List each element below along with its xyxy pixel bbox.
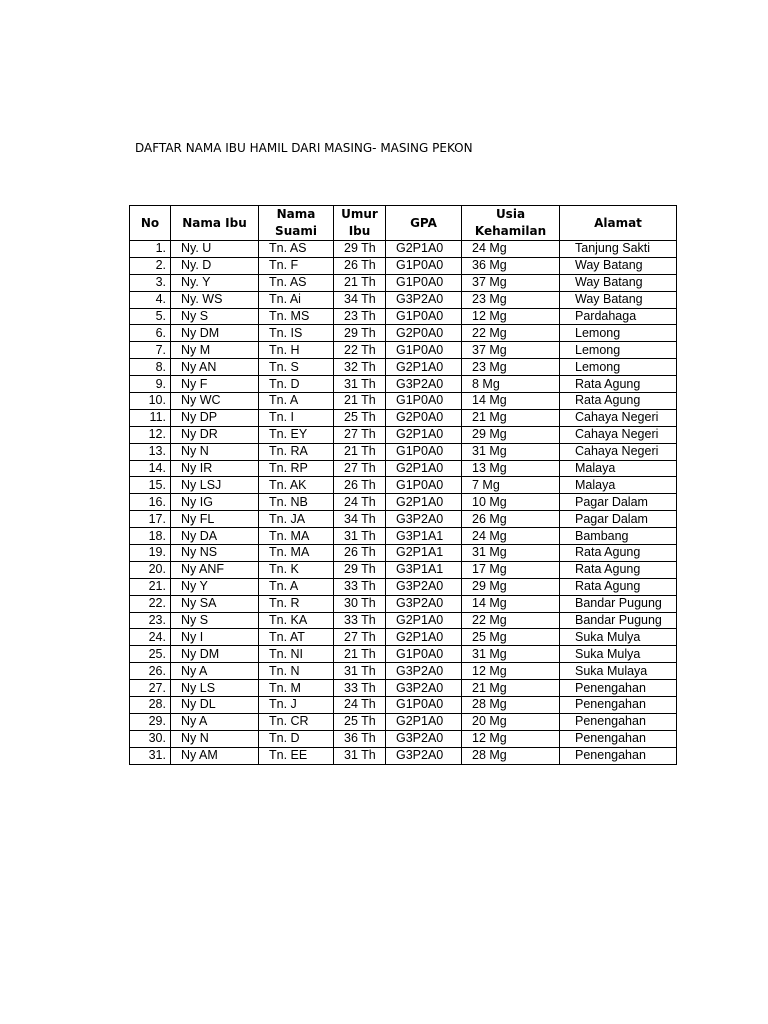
table-row: [130, 528, 677, 545]
cell-umur-ibu: 26 Th: [334, 545, 386, 562]
cell-nama-suami: Tn. RA: [259, 443, 334, 460]
cell-gpa: G3P2A0: [386, 291, 462, 308]
cell-usia-kehamilan: 22 Mg: [462, 612, 560, 629]
cell-gpa: G3P2A0: [386, 595, 462, 612]
header-umur-ibu: Umur Ibu: [334, 206, 386, 241]
cell-no: 5.: [130, 308, 171, 325]
table-row: [130, 561, 677, 578]
cell-nama-suami: Tn. R: [259, 595, 334, 612]
cell-usia-kehamilan: 23 Mg: [462, 359, 560, 376]
cell-no: 25.: [130, 646, 171, 663]
cell-nama-suami: Tn. EE: [259, 747, 334, 764]
table-row: [130, 241, 677, 258]
cell-nama-suami: Tn. EY: [259, 426, 334, 443]
cell-usia-kehamilan: 22 Mg: [462, 325, 560, 342]
table-row: [130, 257, 677, 274]
cell-usia-kehamilan: 21 Mg: [462, 680, 560, 697]
cell-usia-kehamilan: 31 Mg: [462, 443, 560, 460]
cell-nama-suami: Tn. MS: [259, 308, 334, 325]
cell-nama-suami: Tn. CR: [259, 713, 334, 730]
cell-nama-ibu: Ny S: [171, 612, 259, 629]
cell-gpa: G1P0A0: [386, 477, 462, 494]
cell-gpa: G1P0A0: [386, 308, 462, 325]
table-row: [130, 409, 677, 426]
cell-no: 15.: [130, 477, 171, 494]
cell-no: 20.: [130, 561, 171, 578]
cell-alamat: Penengahan: [560, 730, 677, 747]
cell-usia-kehamilan: 12 Mg: [462, 663, 560, 680]
cell-no: 13.: [130, 443, 171, 460]
cell-nama-suami: Tn. MA: [259, 545, 334, 562]
table-row: [130, 697, 677, 714]
cell-umur-ibu: 23 Th: [334, 308, 386, 325]
cell-gpa: G2P1A1: [386, 545, 462, 562]
cell-no: 14.: [130, 460, 171, 477]
cell-alamat: Rata Agung: [560, 578, 677, 595]
table-row: [130, 511, 677, 528]
cell-gpa: G3P2A0: [386, 680, 462, 697]
header-gpa: GPA: [386, 206, 462, 241]
cell-no: 8.: [130, 359, 171, 376]
cell-alamat: Bandar Pugung: [560, 612, 677, 629]
cell-alamat: Rata Agung: [560, 545, 677, 562]
cell-umur-ibu: 32 Th: [334, 359, 386, 376]
cell-no: 11.: [130, 409, 171, 426]
document-title: DAFTAR NAMA IBU HAMIL DARI MASING- MASING PEKON: [135, 141, 473, 155]
cell-usia-kehamilan: 12 Mg: [462, 308, 560, 325]
cell-usia-kehamilan: 21 Mg: [462, 409, 560, 426]
cell-umur-ibu: 25 Th: [334, 713, 386, 730]
cell-alamat: Way Batang: [560, 274, 677, 291]
cell-gpa: G2P1A0: [386, 426, 462, 443]
cell-alamat: Lemong: [560, 325, 677, 342]
table-row: [130, 494, 677, 511]
cell-umur-ibu: 33 Th: [334, 578, 386, 595]
cell-nama-ibu: Ny AN: [171, 359, 259, 376]
cell-no: 30.: [130, 730, 171, 747]
cell-no: 26.: [130, 663, 171, 680]
cell-no: 9.: [130, 376, 171, 393]
cell-nama-ibu: Ny IG: [171, 494, 259, 511]
cell-umur-ibu: 21 Th: [334, 274, 386, 291]
table-row: [130, 578, 677, 595]
cell-gpa: G3P2A0: [386, 511, 462, 528]
cell-nama-ibu: Ny A: [171, 663, 259, 680]
cell-no: 7.: [130, 342, 171, 359]
cell-umur-ibu: 29 Th: [334, 561, 386, 578]
cell-umur-ibu: 31 Th: [334, 747, 386, 764]
cell-usia-kehamilan: 29 Mg: [462, 578, 560, 595]
cell-gpa: G2P0A0: [386, 325, 462, 342]
table-row: [130, 443, 677, 460]
cell-umur-ibu: 34 Th: [334, 291, 386, 308]
cell-alamat: Pardahaga: [560, 308, 677, 325]
cell-nama-ibu: Ny DM: [171, 646, 259, 663]
cell-nama-suami: Tn. IS: [259, 325, 334, 342]
table-header-row: [130, 206, 677, 241]
table-row: [130, 477, 677, 494]
cell-no: 23.: [130, 612, 171, 629]
table-row: [130, 595, 677, 612]
cell-umur-ibu: 31 Th: [334, 376, 386, 393]
cell-nama-suami: Tn. AK: [259, 477, 334, 494]
cell-usia-kehamilan: 17 Mg: [462, 561, 560, 578]
cell-no: 1.: [130, 241, 171, 258]
cell-usia-kehamilan: 24 Mg: [462, 528, 560, 545]
cell-no: 3.: [130, 274, 171, 291]
cell-usia-kehamilan: 29 Mg: [462, 426, 560, 443]
cell-nama-ibu: Ny ANF: [171, 561, 259, 578]
cell-gpa: G1P0A0: [386, 697, 462, 714]
cell-gpa: G3P2A0: [386, 747, 462, 764]
cell-nama-ibu: Ny FL: [171, 511, 259, 528]
table-row: [130, 646, 677, 663]
cell-no: 4.: [130, 291, 171, 308]
cell-nama-ibu: Ny IR: [171, 460, 259, 477]
table-row: [130, 393, 677, 410]
cell-nama-ibu: Ny A: [171, 713, 259, 730]
table-body: [130, 241, 677, 765]
cell-umur-ibu: 29 Th: [334, 325, 386, 342]
table-row: [130, 325, 677, 342]
cell-umur-ibu: 30 Th: [334, 595, 386, 612]
cell-nama-suami: Tn. AT: [259, 629, 334, 646]
cell-gpa: G3P1A1: [386, 528, 462, 545]
cell-alamat: Suka Mulaya: [560, 663, 677, 680]
cell-umur-ibu: 27 Th: [334, 426, 386, 443]
cell-gpa: G3P2A0: [386, 578, 462, 595]
cell-alamat: Way Batang: [560, 291, 677, 308]
cell-alamat: Malaya: [560, 477, 677, 494]
cell-nama-ibu: Ny LS: [171, 680, 259, 697]
table-row: [130, 612, 677, 629]
table-row: [130, 359, 677, 376]
cell-nama-ibu: Ny DR: [171, 426, 259, 443]
cell-nama-ibu: Ny F: [171, 376, 259, 393]
table-row: [130, 663, 677, 680]
cell-nama-suami: Tn. A: [259, 578, 334, 595]
table-row: [130, 730, 677, 747]
cell-usia-kehamilan: 24 Mg: [462, 241, 560, 258]
table-row: [130, 680, 677, 697]
cell-usia-kehamilan: 31 Mg: [462, 545, 560, 562]
cell-usia-kehamilan: 28 Mg: [462, 747, 560, 764]
cell-no: 29.: [130, 713, 171, 730]
cell-nama-suami: Tn. RP: [259, 460, 334, 477]
cell-alamat: Bambang: [560, 528, 677, 545]
cell-umur-ibu: 26 Th: [334, 257, 386, 274]
cell-nama-suami: Tn. KA: [259, 612, 334, 629]
cell-alamat: Tanjung Sakti: [560, 241, 677, 258]
cell-nama-ibu: Ny WC: [171, 393, 259, 410]
cell-nama-ibu: Ny. U: [171, 241, 259, 258]
cell-nama-suami: Tn. NB: [259, 494, 334, 511]
table-row: [130, 426, 677, 443]
cell-no: 24.: [130, 629, 171, 646]
cell-gpa: G1P0A0: [386, 274, 462, 291]
cell-gpa: G2P1A0: [386, 359, 462, 376]
cell-nama-suami: Tn. D: [259, 376, 334, 393]
cell-umur-ibu: 31 Th: [334, 663, 386, 680]
cell-nama-suami: Tn. K: [259, 561, 334, 578]
cell-nama-suami: Tn. A: [259, 393, 334, 410]
cell-no: 28.: [130, 697, 171, 714]
cell-nama-ibu: Ny DL: [171, 697, 259, 714]
cell-gpa: G2P1A0: [386, 494, 462, 511]
cell-usia-kehamilan: 14 Mg: [462, 393, 560, 410]
cell-usia-kehamilan: 25 Mg: [462, 629, 560, 646]
table-row: [130, 747, 677, 764]
header-nama-ibu: Nama Ibu: [171, 206, 259, 241]
cell-umur-ibu: 33 Th: [334, 680, 386, 697]
cell-usia-kehamilan: 36 Mg: [462, 257, 560, 274]
cell-gpa: G1P0A0: [386, 342, 462, 359]
cell-nama-suami: Tn. JA: [259, 511, 334, 528]
cell-gpa: G1P0A0: [386, 443, 462, 460]
cell-gpa: G2P1A0: [386, 612, 462, 629]
cell-umur-ibu: 21 Th: [334, 646, 386, 663]
cell-no: 17.: [130, 511, 171, 528]
cell-usia-kehamilan: 37 Mg: [462, 274, 560, 291]
cell-nama-ibu: Ny M: [171, 342, 259, 359]
cell-alamat: Cahaya Negeri: [560, 426, 677, 443]
cell-nama-ibu: Ny I: [171, 629, 259, 646]
cell-no: 18.: [130, 528, 171, 545]
cell-umur-ibu: 21 Th: [334, 443, 386, 460]
cell-no: 31.: [130, 747, 171, 764]
cell-usia-kehamilan: 28 Mg: [462, 697, 560, 714]
cell-nama-ibu: Ny LSJ: [171, 477, 259, 494]
cell-alamat: Pagar Dalam: [560, 511, 677, 528]
cell-alamat: Suka Mulya: [560, 629, 677, 646]
cell-no: 10.: [130, 393, 171, 410]
cell-nama-suami: Tn. F: [259, 257, 334, 274]
cell-alamat: Rata Agung: [560, 376, 677, 393]
cell-alamat: Penengahan: [560, 680, 677, 697]
cell-no: 21.: [130, 578, 171, 595]
cell-nama-suami: Tn. H: [259, 342, 334, 359]
cell-umur-ibu: 26 Th: [334, 477, 386, 494]
cell-alamat: Lemong: [560, 342, 677, 359]
cell-gpa: G2P1A0: [386, 241, 462, 258]
cell-alamat: Rata Agung: [560, 561, 677, 578]
cell-gpa: G3P2A0: [386, 730, 462, 747]
table-row: [130, 342, 677, 359]
cell-usia-kehamilan: 31 Mg: [462, 646, 560, 663]
cell-no: 12.: [130, 426, 171, 443]
cell-nama-ibu: Ny. WS: [171, 291, 259, 308]
table-row: [130, 274, 677, 291]
cell-no: 6.: [130, 325, 171, 342]
cell-gpa: G2P0A0: [386, 409, 462, 426]
cell-nama-ibu: Ny AM: [171, 747, 259, 764]
table-row: [130, 376, 677, 393]
header-no: No: [130, 206, 171, 241]
cell-alamat: Penengahan: [560, 747, 677, 764]
cell-gpa: G1P0A0: [386, 393, 462, 410]
cell-usia-kehamilan: 26 Mg: [462, 511, 560, 528]
cell-nama-suami: Tn. I: [259, 409, 334, 426]
cell-umur-ibu: 27 Th: [334, 460, 386, 477]
header-usia-kehamilan: Usia Kehamilan: [462, 206, 560, 241]
table-row: [130, 713, 677, 730]
cell-alamat: Way Batang: [560, 257, 677, 274]
cell-usia-kehamilan: 37 Mg: [462, 342, 560, 359]
cell-gpa: G3P2A0: [386, 376, 462, 393]
cell-no: 22.: [130, 595, 171, 612]
cell-gpa: G1P0A0: [386, 257, 462, 274]
cell-gpa: G3P1A1: [386, 561, 462, 578]
cell-umur-ibu: 25 Th: [334, 409, 386, 426]
cell-usia-kehamilan: 13 Mg: [462, 460, 560, 477]
cell-umur-ibu: 24 Th: [334, 697, 386, 714]
cell-umur-ibu: 29 Th: [334, 241, 386, 258]
cell-nama-ibu: Ny N: [171, 730, 259, 747]
cell-nama-ibu: Ny DM: [171, 325, 259, 342]
cell-usia-kehamilan: 7 Mg: [462, 477, 560, 494]
cell-alamat: Cahaya Negeri: [560, 443, 677, 460]
table-row: [130, 291, 677, 308]
cell-nama-ibu: Ny SA: [171, 595, 259, 612]
cell-usia-kehamilan: 14 Mg: [462, 595, 560, 612]
table-row: [130, 545, 677, 562]
table-row: [130, 460, 677, 477]
cell-nama-suami: Tn. S: [259, 359, 334, 376]
cell-nama-ibu: Ny N: [171, 443, 259, 460]
cell-nama-suami: Tn. N: [259, 663, 334, 680]
cell-nama-ibu: Ny S: [171, 308, 259, 325]
cell-gpa: G2P1A0: [386, 713, 462, 730]
cell-alamat: Lemong: [560, 359, 677, 376]
cell-nama-suami: Tn. AS: [259, 274, 334, 291]
cell-alamat: Penengahan: [560, 713, 677, 730]
cell-alamat: Penengahan: [560, 697, 677, 714]
header-nama-suami: Nama Suami: [259, 206, 334, 241]
cell-nama-ibu: Ny. D: [171, 257, 259, 274]
cell-nama-suami: Tn. Ai: [259, 291, 334, 308]
cell-gpa: G1P0A0: [386, 646, 462, 663]
cell-nama-ibu: Ny. Y: [171, 274, 259, 291]
cell-usia-kehamilan: 23 Mg: [462, 291, 560, 308]
cell-gpa: G3P2A0: [386, 663, 462, 680]
cell-umur-ibu: 24 Th: [334, 494, 386, 511]
cell-usia-kehamilan: 12 Mg: [462, 730, 560, 747]
cell-umur-ibu: 36 Th: [334, 730, 386, 747]
cell-alamat: Bandar Pugung: [560, 595, 677, 612]
cell-alamat: Rata Agung: [560, 393, 677, 410]
cell-umur-ibu: 27 Th: [334, 629, 386, 646]
cell-no: 27.: [130, 680, 171, 697]
cell-nama-ibu: Ny DA: [171, 528, 259, 545]
cell-nama-suami: Tn. J: [259, 697, 334, 714]
cell-umur-ibu: 34 Th: [334, 511, 386, 528]
cell-usia-kehamilan: 20 Mg: [462, 713, 560, 730]
cell-nama-suami: Tn. NI: [259, 646, 334, 663]
cell-alamat: Suka Mulya: [560, 646, 677, 663]
cell-nama-ibu: Ny NS: [171, 545, 259, 562]
header-alamat: Alamat: [560, 206, 677, 241]
cell-usia-kehamilan: 8 Mg: [462, 376, 560, 393]
cell-nama-suami: Tn. MA: [259, 528, 334, 545]
cell-nama-ibu: Ny DP: [171, 409, 259, 426]
cell-nama-suami: Tn. AS: [259, 241, 334, 258]
cell-gpa: G2P1A0: [386, 629, 462, 646]
cell-nama-suami: Tn. D: [259, 730, 334, 747]
pregnant-mothers-table: [129, 205, 677, 765]
cell-umur-ibu: 33 Th: [334, 612, 386, 629]
cell-alamat: Malaya: [560, 460, 677, 477]
cell-alamat: Cahaya Negeri: [560, 409, 677, 426]
cell-umur-ibu: 31 Th: [334, 528, 386, 545]
cell-nama-suami: Tn. M: [259, 680, 334, 697]
cell-umur-ibu: 22 Th: [334, 342, 386, 359]
cell-no: 2.: [130, 257, 171, 274]
cell-usia-kehamilan: 10 Mg: [462, 494, 560, 511]
table-row: [130, 308, 677, 325]
cell-nama-ibu: Ny Y: [171, 578, 259, 595]
cell-no: 19.: [130, 545, 171, 562]
table-row: [130, 629, 677, 646]
cell-alamat: Pagar Dalam: [560, 494, 677, 511]
cell-umur-ibu: 21 Th: [334, 393, 386, 410]
cell-gpa: G2P1A0: [386, 460, 462, 477]
cell-no: 16.: [130, 494, 171, 511]
